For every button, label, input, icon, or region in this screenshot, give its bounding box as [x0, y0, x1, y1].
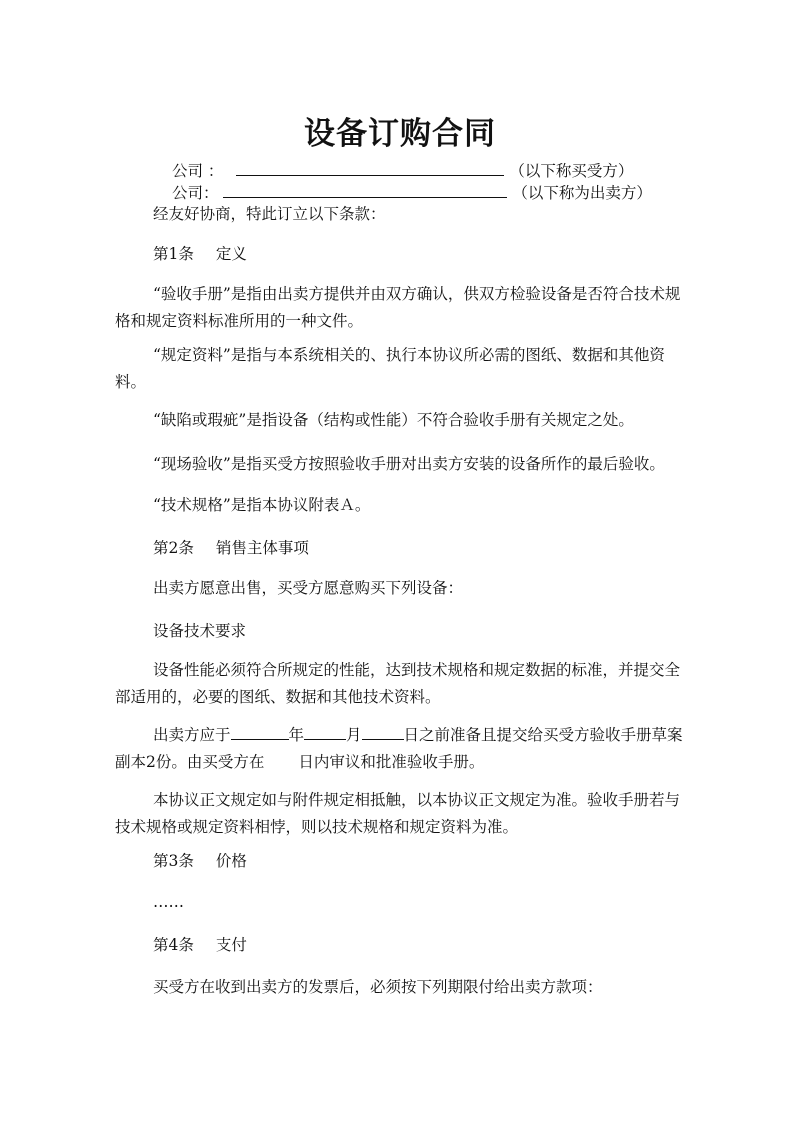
year-blank	[231, 724, 289, 740]
article-1-number: 第1条	[153, 245, 194, 263]
article-2-para-1: 出卖方愿意出售，买受方愿意购买下列设备：	[153, 579, 464, 597]
delivery-clause-end: 日内审议和批准验收手册。	[298, 753, 485, 771]
month-label: 月	[346, 726, 362, 744]
definition-site-acceptance: “现场验收”是指买受方按照验收手册对出卖方安装的设备所作的最后验收。	[153, 455, 665, 473]
month-blank	[304, 724, 346, 740]
article-4-content: 买受方在收到出卖方的发票后，必须按下列期限付给出卖方款项：	[153, 978, 603, 996]
year-label: 年	[288, 726, 305, 744]
seller-suffix: （以下称为出卖方）	[512, 184, 652, 202]
article-2-heading	[153, 537, 309, 559]
buyer-line	[172, 159, 633, 182]
buyer-name-blank	[236, 159, 504, 176]
buyer-label: 公司 ：	[172, 162, 224, 180]
article-2-number: 第2条	[153, 539, 194, 557]
delivery-clause-start: 出卖方应于	[153, 726, 231, 744]
article-3-heading	[153, 850, 247, 872]
definition-specified-materials: “规定资料”是指与本系统相关的、执行本协议所必需的图纸、数据和其他资料。	[115, 346, 665, 391]
article-3-number: 第3条	[153, 852, 194, 870]
definition-defect: “缺陷或瑕疵”是指设备（结构或性能）不符合验收手册有关规定之处。	[153, 411, 634, 429]
article-2-para-2: 设备技术要求	[153, 622, 247, 640]
document-title: 设备订购合同	[304, 116, 496, 152]
intro-text: 经友好协商，特此订立以下条款：	[153, 205, 386, 223]
day-blank	[362, 724, 404, 740]
article-3-content: ……	[153, 893, 184, 911]
article-2-title: 销售主体事项	[215, 539, 309, 557]
seller-label: 公司：	[172, 184, 219, 202]
article-4-title: 支付	[215, 936, 247, 954]
delivery-clause-rest: 日之前准备且提交给买受方验收手册草案副本2份。由买受方在	[115, 726, 683, 771]
article-2-para-4	[115, 722, 685, 776]
article-2-para-3: 设备性能必须符合所规定的性能，达到技术规格和规定数据的标准，并提交全部适用的，必要的图纸、数据和其他技术资料。	[115, 661, 681, 706]
seller-line	[172, 181, 652, 204]
article-4-heading	[153, 934, 247, 956]
article-1-heading	[153, 243, 247, 265]
seller-name-blank	[223, 181, 507, 198]
definition-acceptance-manual: “验收手册”是指由出卖方提供并由双方确认，供双方检验设备是否符合技术规格和规定资料标准所用的一种文件。	[115, 285, 681, 330]
article-4-number: 第4条	[153, 936, 194, 954]
buyer-suffix: （以下称买受方）	[509, 162, 634, 180]
article-2-para-5: 本协议正文规定如与附件规定相抵触，以本协议正文规定为准。验收手册若与技术规格或规定资料相悖，则以技术规格和规定资料为准。	[115, 791, 681, 836]
definition-tech-spec: “技术规格”是指本协议附表Ａ。	[153, 496, 371, 514]
article-1-title: 定义	[215, 245, 247, 263]
article-3-title: 价格	[215, 852, 247, 870]
